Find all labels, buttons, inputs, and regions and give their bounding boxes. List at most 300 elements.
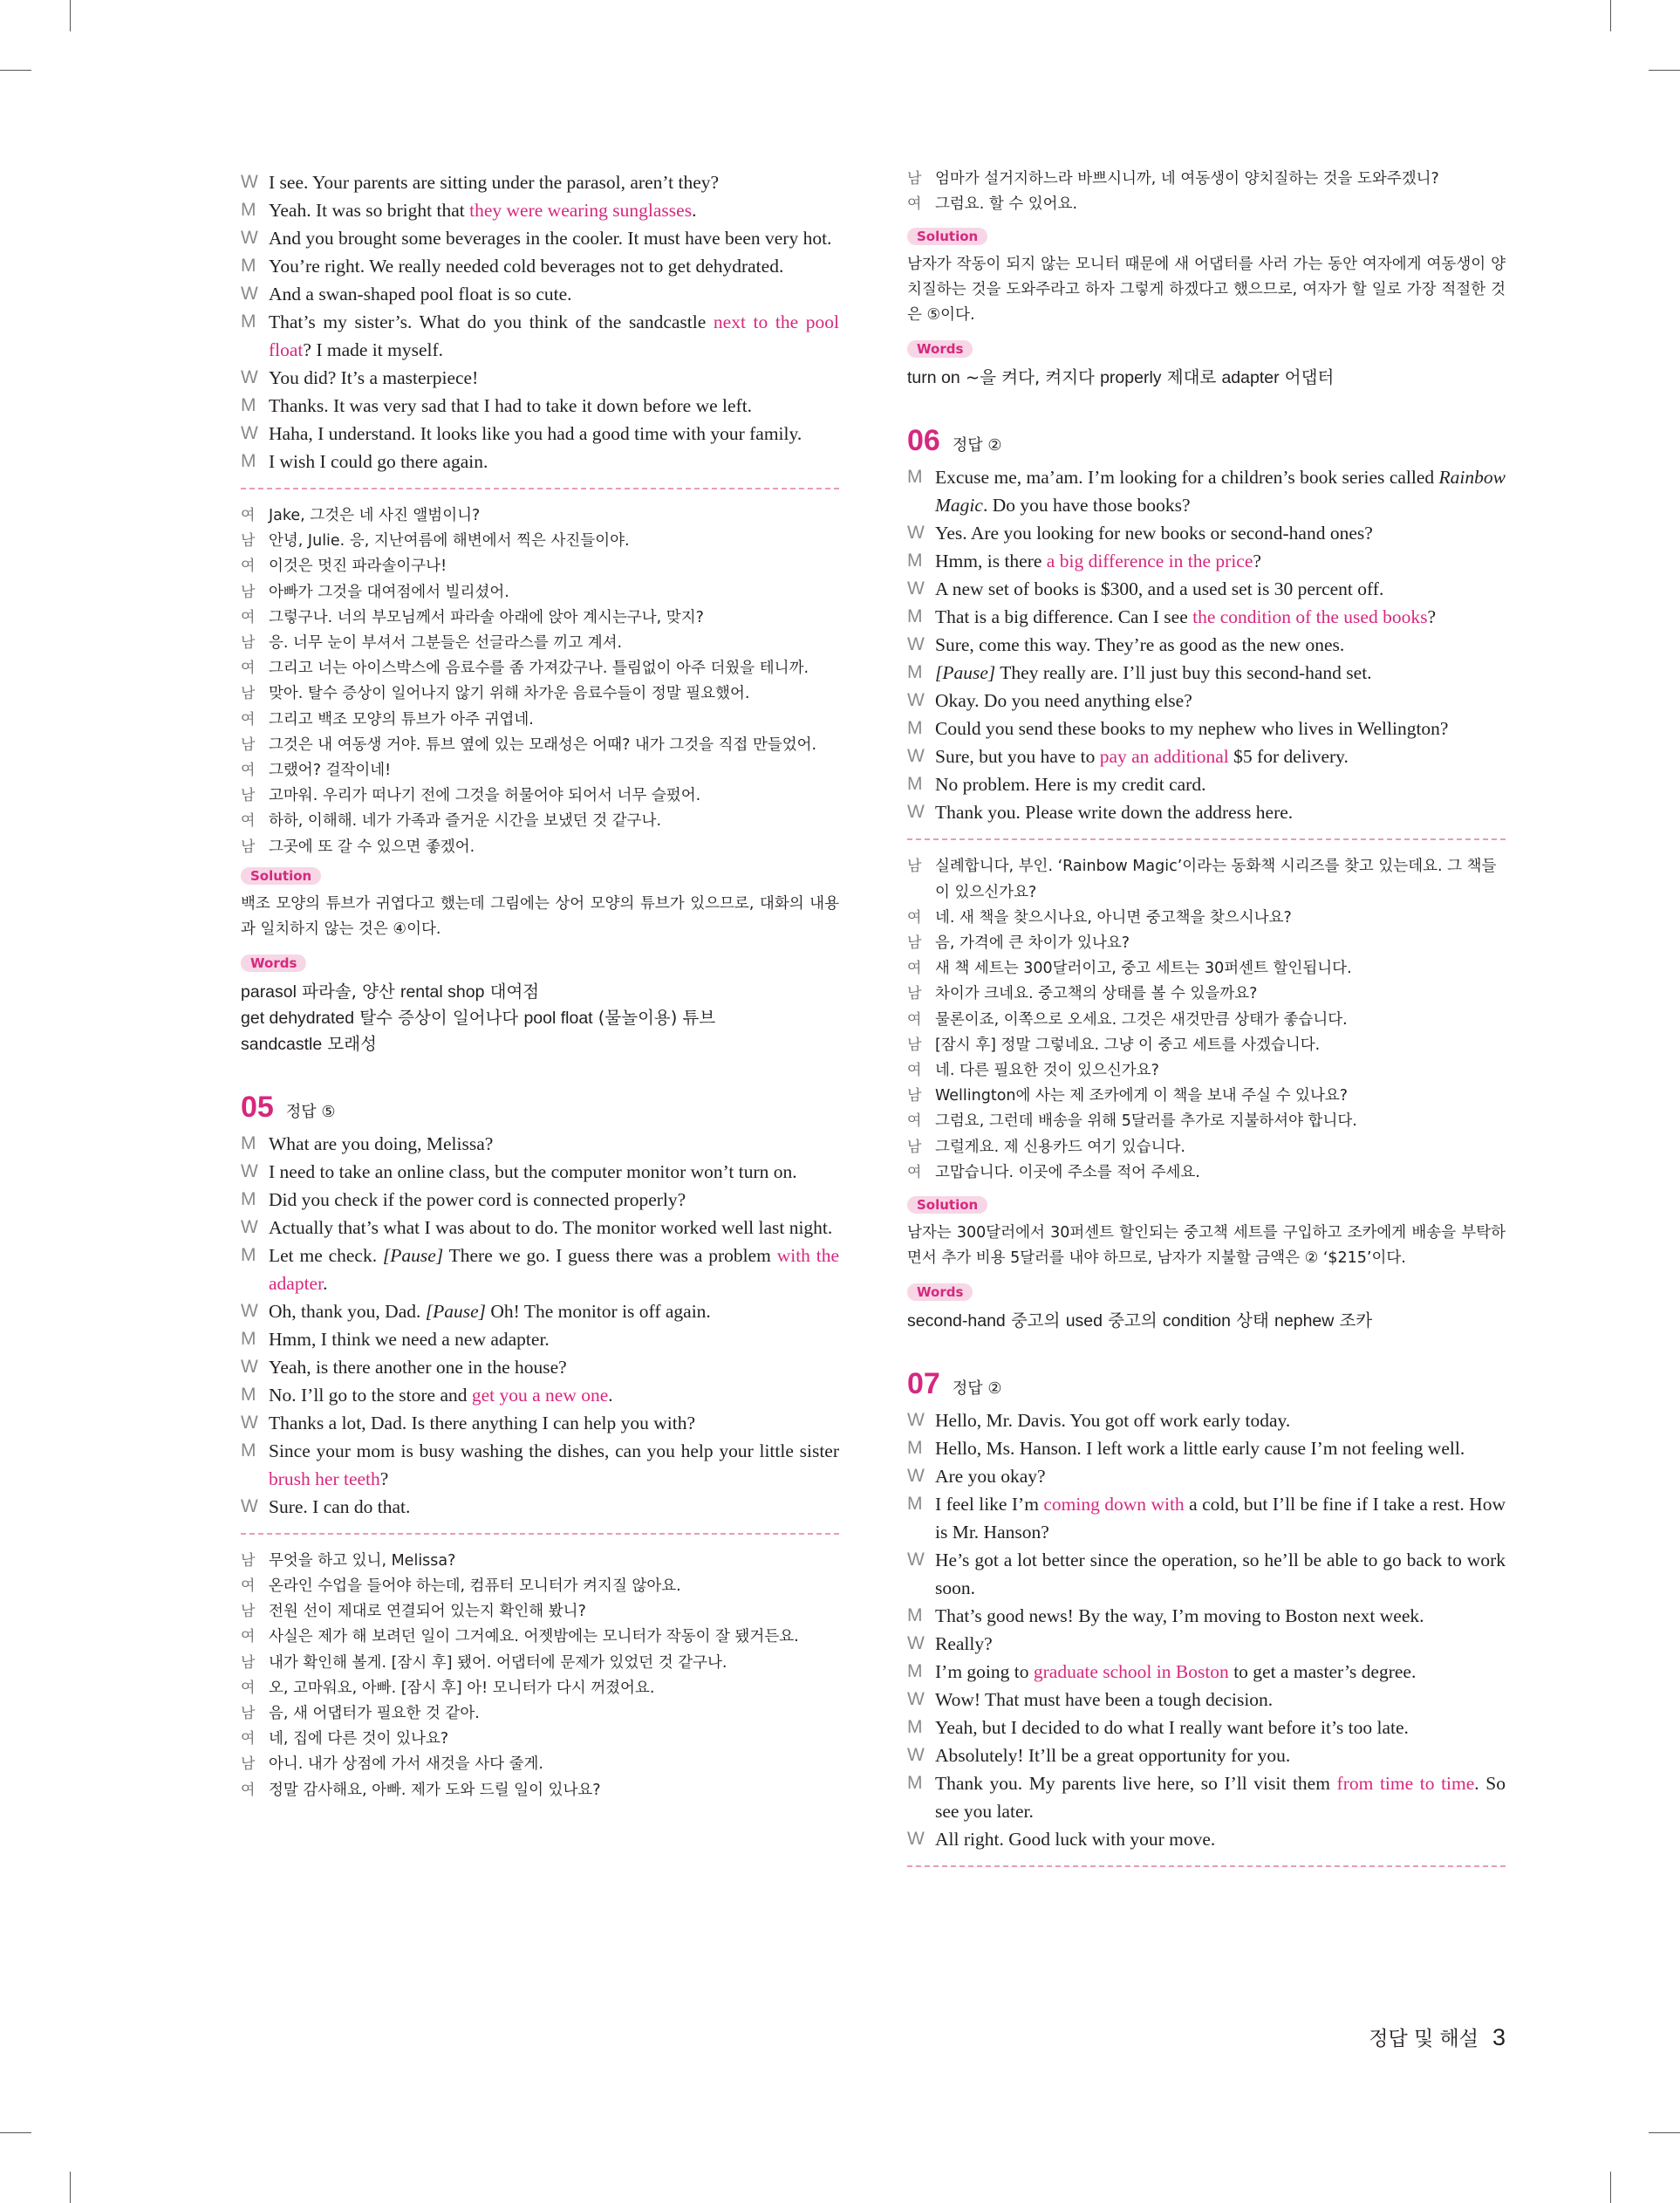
text-segment: That’s my sister’s. What do you think of the sandcastle <box>269 311 714 332</box>
text-segment: Hmm, is there <box>935 551 1047 572</box>
translation-text: 그곳에 또 갈 수 있으면 좋겠어. <box>269 838 475 856</box>
text-segment: Sure. I can do that. <box>269 1495 411 1517</box>
dialog-line <box>241 1353 839 1381</box>
vocab-meaning: 대여점 <box>484 981 540 1002</box>
answer-label: 정답 ⑤ <box>285 1102 336 1121</box>
text-segment: I wish I could go there again. <box>269 451 488 472</box>
answer-label: 정답 ② <box>952 1379 1002 1399</box>
translation-line <box>241 529 839 554</box>
speaker-label: W <box>907 746 925 767</box>
speaker-label: M <box>907 1661 923 1682</box>
translation-text: 그랬어? 걸작이네! <box>269 762 392 780</box>
highlighted-phrase: get you a new one <box>471 1384 609 1406</box>
translation-line <box>241 835 839 860</box>
speaker-label: W <box>907 578 925 599</box>
text-segment: Sure, come this way. They’re as good as the new ones. <box>935 634 1345 656</box>
speaker-label: W <box>907 1550 925 1570</box>
section-number: 07 <box>907 1367 940 1401</box>
translation-text: Jake, 그것은 네 사진 앨범이니? <box>269 507 481 524</box>
translation-line <box>907 956 1506 982</box>
vocab-meaning: 제대로 <box>1161 367 1222 388</box>
text-segment: Yes. Are you looking for new books or second-hand ones? <box>935 523 1373 544</box>
speaker-label: W <box>241 1495 258 1516</box>
speaker-label: 남 <box>907 170 922 188</box>
text-segment: He’s got a lot better since the operation, so he’ll be able to go back to work soon. <box>935 1550 1506 1599</box>
translation-line <box>241 1651 839 1676</box>
translation-line <box>241 631 839 656</box>
dialog-text <box>935 575 1506 603</box>
dialog-line <box>907 1658 1506 1686</box>
dialog-line <box>907 463 1506 519</box>
dialog-line <box>241 1130 839 1158</box>
vocab-word: properly <box>1100 368 1162 388</box>
text-segment: Hello, Mr. Davis. You got off work early today. <box>935 1410 1291 1432</box>
text-segment: What are you doing, Melissa? <box>269 1132 494 1154</box>
text-segment: They really are. I’ll just buy this second-hand set. <box>995 662 1372 684</box>
speaker-label: 남 <box>907 1138 922 1156</box>
section-05-header <box>241 1091 839 1125</box>
dialog-line <box>241 280 839 308</box>
speaker-label: 남 <box>241 685 256 703</box>
dialog-text <box>935 1769 1506 1825</box>
speaker-label: W <box>907 802 925 823</box>
speaker-label: 여 <box>241 608 256 626</box>
vocab-word: get dehydrated <box>241 1008 355 1028</box>
dialog-text <box>269 1242 839 1297</box>
speaker-label: 여 <box>907 908 922 927</box>
highlighted-phrase: graduate school in Boston <box>1033 1661 1229 1683</box>
dialog-line <box>907 547 1506 575</box>
text-segment: ? <box>1253 551 1261 572</box>
speaker-label: 남 <box>241 1755 256 1774</box>
text-segment: Since your mom is busy washing the dishes, can you help your little sister <box>269 1440 839 1461</box>
translation-text: 그럼요, 그런데 배송을 위해 5달러를 추가로 지불하셔야 합니다. <box>935 1112 1357 1131</box>
text-segment: Thank you. My parents live here, so I’ll visit them <box>935 1773 1337 1795</box>
translation-line <box>241 1549 839 1574</box>
speaker-label: W <box>241 423 258 443</box>
crop-mark <box>70 2172 71 2203</box>
speaker-label: M <box>241 311 256 332</box>
translation-line <box>907 1058 1506 1084</box>
text-segment: ? <box>379 1468 389 1489</box>
dialog-text <box>269 308 839 364</box>
translation-text: 맞아. 탈수 증상이 일어나지 않기 위해 차가운 음료수들이 정말 필요했어. <box>269 685 750 703</box>
text-segment: Haha, I understand. It looks like you had a good time with your family. <box>269 423 802 444</box>
text-segment: ? I made it myself. <box>303 339 444 360</box>
words-06 <box>907 1308 1506 1334</box>
solution-04-text: 백조 모양의 튜브가 귀엽다고 했는데 그림에는 상어 모양의 튜브가 있으므로, 대화의 내용과 일치하지 않는 것은 ④이다. <box>241 894 839 938</box>
translation-line <box>241 1625 839 1650</box>
vocab-word: second-hand <box>907 1311 1006 1331</box>
solution-06-text: 남자는 300달러에서 30퍼센트 할인되는 중고책 세트를 구입하고 조카에게 배송을 부탁하면서 추가 비용 5달러를 내야 하므로, 남자가 지불할 금액은 ② ‘$215’이다. <box>907 1224 1506 1268</box>
speaker-label: 여 <box>241 710 256 729</box>
highlighted-phrase: pay an additional <box>1099 746 1229 768</box>
text-segment: $5 for delivery. <box>1228 746 1349 768</box>
dialog-line <box>907 1406 1506 1434</box>
text-segment: Actually that’s what I was about to do. The monitor worked well last night. <box>269 1216 833 1238</box>
right-column <box>907 167 1506 1881</box>
dialog-05-korean <box>241 1549 839 1803</box>
text-segment: Absolutely! It’ll be a great opportunity for you. <box>935 1745 1291 1767</box>
text-segment: And you brought some beverages in the cooler. It must have been very hot. <box>269 228 832 249</box>
speaker-label: M <box>241 1440 256 1461</box>
speaker-label: 남 <box>241 787 256 805</box>
dialog-text <box>269 280 839 308</box>
speaker-label: 여 <box>907 960 922 978</box>
translation-text: 그렇구나. 너의 부모님께서 파라솔 아래에 앉아 계시는구나, 맞지? <box>269 608 704 626</box>
speaker-label: M <box>241 1384 256 1405</box>
speaker-label: 여 <box>241 1679 256 1697</box>
speaker-label: 남 <box>907 1036 922 1054</box>
dialog-text <box>935 742 1506 770</box>
dialog-text <box>269 1297 839 1325</box>
dialog-line <box>907 798 1506 826</box>
text-segment: Rainbow Magic <box>935 467 1506 517</box>
answer-label: 정답 ② <box>952 436 1002 455</box>
translation-text: 물론이죠, 이쪽으로 오세요. 그것은 새것만큼 상태가 좋습니다. <box>935 1010 1348 1029</box>
speaker-label: M <box>907 1773 923 1794</box>
dialog-text <box>269 364 839 392</box>
dialog-text <box>269 1409 839 1437</box>
crop-mark <box>1610 0 1611 31</box>
highlighted-phrase: with the adapter <box>269 1244 840 1294</box>
speaker-label: 여 <box>241 812 256 831</box>
highlighted-phrase: coming down with <box>1043 1494 1185 1515</box>
dialog-line <box>241 420 839 448</box>
translation-text: 온라인 수업을 들어야 하는데, 컴퓨터 모니터가 켜지질 않아요. <box>269 1577 681 1596</box>
text-segment: Thanks. It was very sad that I had to take it down before we left. <box>269 395 753 416</box>
text-segment: a cold, but I’ll be fine if I take a rest. How is Mr. Hanson? <box>935 1494 1506 1543</box>
section-07-header <box>907 1367 1506 1401</box>
translation-line <box>907 1109 1506 1134</box>
dialog-line <box>907 1741 1506 1769</box>
text-segment: A new set of books is $300, and a used set is 30 percent off. <box>935 578 1384 600</box>
text-segment: That is a big difference. Can I see <box>935 606 1193 628</box>
text-segment: All right. Good luck with your move. <box>935 1829 1216 1851</box>
translation-line <box>907 167 1506 192</box>
speaker-label: 여 <box>241 762 256 780</box>
dialog-text <box>269 224 839 252</box>
text-segment: I need to take an online class, but the computer monitor won’t turn on. <box>269 1160 797 1182</box>
vocab-word: parasol <box>241 982 297 1002</box>
speaker-label: 여 <box>907 1112 922 1131</box>
dialog-text <box>269 420 839 448</box>
speaker-label: M <box>907 718 923 739</box>
speaker-label: M <box>241 256 256 276</box>
dialog-line <box>907 519 1506 547</box>
dialog-text <box>269 1325 839 1353</box>
speaker-label: 여 <box>241 1730 256 1748</box>
crop-mark <box>1649 70 1680 71</box>
text-segment: I’m going to <box>935 1661 1034 1683</box>
translation-line <box>241 733 839 758</box>
dialog-text <box>935 519 1506 547</box>
vocab-meaning: 상태 <box>1230 1310 1275 1331</box>
dialog-line <box>241 448 839 475</box>
text-segment: Yeah, is there another one in the house? <box>269 1356 567 1378</box>
dialog-line <box>241 1158 839 1186</box>
page-number: 3 <box>1492 2024 1506 2050</box>
dialog-line <box>241 1493 839 1521</box>
dialog-text <box>935 1825 1506 1853</box>
dialog-04-english <box>241 168 839 475</box>
dialog-05-korean-continued <box>907 167 1506 217</box>
vocab-word: adapter <box>1221 368 1280 388</box>
translation-line <box>241 708 839 733</box>
vocab-meaning: 중고의 <box>1102 1310 1163 1331</box>
translation-text: 안녕, Julie. 응, 지난여름에 해변에서 찍은 사진들이야. <box>269 532 630 551</box>
translation-line <box>241 809 839 834</box>
translation-line <box>241 1752 839 1777</box>
speaker-label: W <box>907 690 925 711</box>
dialog-text <box>935 798 1506 826</box>
translation-line <box>907 1008 1506 1033</box>
translation-text: 하하, 이해해. 네가 가족과 즐거운 시간을 보냈던 것 같구나. <box>269 812 662 831</box>
dialog-line <box>241 392 839 420</box>
text-segment: [Pause] <box>935 662 996 684</box>
translation-line <box>241 656 839 681</box>
speaker-label: M <box>241 200 256 220</box>
dialog-text <box>269 1186 839 1214</box>
translation-line <box>907 1160 1506 1186</box>
vocab-meaning: 중고의 <box>1005 1310 1066 1331</box>
section-number: 05 <box>241 1090 274 1124</box>
dialog-line <box>241 364 839 392</box>
speaker-label: 여 <box>907 1062 922 1080</box>
dialog-line <box>907 742 1506 770</box>
translation-line <box>241 554 839 579</box>
dialog-text <box>935 1406 1506 1434</box>
translation-line <box>241 1676 839 1701</box>
speaker-label: M <box>907 662 923 683</box>
dialog-text <box>935 770 1506 798</box>
dashed-divider <box>907 838 1506 840</box>
vocab-line <box>907 365 1506 391</box>
translation-line <box>907 854 1506 905</box>
speaker-label: W <box>907 1829 925 1850</box>
dashed-divider <box>907 1865 1506 1867</box>
dialog-line <box>241 1186 839 1214</box>
dialog-text <box>269 252 839 280</box>
speaker-label: 여 <box>907 1010 922 1029</box>
text-segment: Sure, but you have to <box>935 746 1100 768</box>
solution-tag: Solution <box>907 1196 987 1214</box>
dialog-text <box>935 659 1506 687</box>
dialog-line <box>241 252 839 280</box>
text-segment: And a swan-shaped pool float is so cute. <box>269 284 572 304</box>
dialog-07-english <box>907 1406 1506 1853</box>
translation-line <box>907 1135 1506 1160</box>
dialog-05-english <box>241 1130 839 1521</box>
dialog-text <box>269 1381 839 1409</box>
text-segment: Oh, thank you, Dad. <box>269 1300 426 1322</box>
highlighted-phrase: from time to time <box>1336 1773 1475 1795</box>
vocab-line <box>907 1308 1506 1334</box>
footer-label: 정답 및 해설 <box>1369 2028 1479 2050</box>
text-segment: No problem. Here is my credit card. <box>935 774 1206 796</box>
dialog-text <box>269 448 839 475</box>
speaker-label: 남 <box>241 634 256 653</box>
text-segment: . <box>608 1384 613 1406</box>
dialog-line <box>907 631 1506 659</box>
translation-text: 응. 너무 눈이 부셔서 그분들은 선글라스를 끼고 계셔. <box>269 634 623 653</box>
speaker-label: W <box>241 1216 258 1237</box>
crop-mark <box>0 70 31 71</box>
highlighted-phrase: the condition of the used books <box>1192 606 1428 628</box>
highlighted-phrase: they were wearing sunglasses <box>469 200 693 221</box>
dialog-text <box>935 1602 1506 1630</box>
dialog-text <box>935 1741 1506 1769</box>
text-segment: Really? <box>935 1633 993 1655</box>
dialog-line <box>907 1769 1506 1825</box>
dialog-line <box>907 659 1506 687</box>
translation-line <box>241 681 839 707</box>
text-segment: . Do you have those books? <box>982 495 1191 517</box>
text-segment: You’re right. We really needed cold beverages not to get dehydrated. <box>269 256 784 277</box>
translation-line <box>907 931 1506 956</box>
dialog-text <box>935 547 1506 575</box>
speaker-label: M <box>241 1328 256 1349</box>
dialog-text <box>935 1686 1506 1714</box>
speaker-label: 남 <box>241 1653 256 1672</box>
solution-tag: Solution <box>907 228 987 245</box>
vocab-word: used <box>1065 1311 1103 1331</box>
text-segment: Oh! The monitor is off again. <box>486 1300 711 1322</box>
section-number: 06 <box>907 424 940 458</box>
dialog-line <box>241 308 839 364</box>
translation-text: 엄마가 설거지하느라 바쁘시니까, 네 여동생이 양치질하는 것을 도와주겠니? <box>935 170 1439 188</box>
vocab-word: condition <box>1162 1311 1231 1331</box>
dialog-text <box>269 1437 839 1493</box>
translation-line <box>241 580 839 605</box>
speaker-label: 남 <box>241 583 256 601</box>
speaker-label: W <box>241 1356 258 1377</box>
speaker-label: W <box>907 1466 925 1487</box>
dialog-line <box>241 1325 839 1353</box>
text-segment: . <box>692 200 697 221</box>
speaker-label: 남 <box>907 934 922 953</box>
translation-text: 네. 다른 필요한 것이 있으신가요? <box>935 1062 1159 1080</box>
speaker-label: 여 <box>241 1628 256 1646</box>
translation-line <box>241 1701 839 1727</box>
text-segment: Thanks a lot, Dad. Is there anything I can help you with? <box>269 1412 695 1433</box>
text-segment: Could you send these books to my nephew who lives in Wellington? <box>935 718 1449 740</box>
dialog-line <box>907 1434 1506 1462</box>
speaker-label: M <box>907 1605 923 1626</box>
speaker-label: M <box>907 467 923 488</box>
translation-line <box>241 605 839 631</box>
dialog-text <box>935 1658 1506 1686</box>
words-tag: Words <box>907 1283 973 1301</box>
page-footer <box>1369 2022 1506 2051</box>
dialog-text <box>269 1493 839 1521</box>
text-segment: Yeah, but I decided to do what I really want before it’s too late. <box>935 1717 1409 1739</box>
speaker-label: M <box>241 1132 256 1153</box>
vocab-meaning: 어댑터 <box>1279 367 1335 388</box>
speaker-label: 남 <box>907 858 922 876</box>
dashed-divider <box>241 1533 839 1535</box>
translation-text: 네, 집에 다른 것이 있나요? <box>269 1730 449 1748</box>
translation-line <box>907 192 1506 217</box>
dialog-text <box>269 1353 839 1381</box>
dialog-06-korean <box>907 854 1506 1186</box>
speaker-label: W <box>241 367 258 387</box>
dialog-text <box>935 463 1506 519</box>
dialog-line <box>907 687 1506 715</box>
dialog-line <box>241 1214 839 1242</box>
vocab-word: nephew <box>1274 1311 1335 1331</box>
vocab-line <box>241 1031 839 1057</box>
text-segment: Excuse me, ma’am. I’m looking for a children’s book series called <box>935 467 1439 489</box>
speaker-label: W <box>907 1689 925 1710</box>
speaker-label: W <box>241 284 258 304</box>
vocab-meaning: 파라솔, 양산 <box>296 981 400 1002</box>
vocab-line <box>241 979 839 1005</box>
speaker-label: M <box>907 1494 923 1515</box>
translation-text: 이것은 멋진 파라솔이구나! <box>269 558 447 576</box>
translation-text: 음, 새 어댑터가 필요한 것 같아. <box>269 1705 480 1723</box>
speaker-label: 남 <box>241 735 256 754</box>
translation-line <box>907 1033 1506 1058</box>
dialog-text <box>935 631 1506 659</box>
translation-text: 아빠가 그것을 대여점에서 빌리셨어. <box>269 583 509 601</box>
translation-text: 무엇을 하고 있니, Melissa? <box>269 1551 456 1570</box>
dialog-text <box>269 168 839 196</box>
text-segment: I feel like I’m <box>935 1494 1044 1515</box>
speaker-label: 남 <box>907 985 922 1003</box>
vocab-meaning: (물놀이용) 튜브 <box>592 1007 716 1028</box>
speaker-label: 여 <box>907 195 922 214</box>
text-segment: Thank you. Please write down the address here. <box>935 802 1294 824</box>
dialog-text <box>935 715 1506 742</box>
vocab-word: turn on <box>907 368 960 388</box>
translation-text: 새 책 세트는 300달러이고, 중고 세트는 30퍼센트 할인됩니다. <box>935 960 1352 978</box>
speaker-label: 여 <box>241 558 256 576</box>
translation-text: 그럼요. 할 수 있어요. <box>935 195 1078 214</box>
dialog-line <box>907 715 1506 742</box>
speaker-label: M <box>907 774 923 795</box>
dialog-text <box>935 687 1506 715</box>
dialog-line <box>241 1437 839 1493</box>
words-tag: Words <box>241 954 306 972</box>
translation-text: 실례합니다, 부인. ‘Rainbow Magic’이라는 동화책 시리즈를 찾고 있는데요. 그 책들이 있으신가요? <box>935 858 1497 901</box>
speaker-label: M <box>241 1244 256 1265</box>
translation-text: 그럴게요. 제 신용카드 여기 있습니다. <box>935 1138 1185 1156</box>
translation-text: 아니. 내가 상점에 가서 새것을 사다 줄게. <box>269 1755 543 1774</box>
vocab-meaning: ~을 켜다, 켜지다 <box>960 367 1101 388</box>
speaker-label: 여 <box>241 1781 256 1799</box>
speaker-label: M <box>907 551 923 571</box>
translation-line <box>241 503 839 529</box>
words-04 <box>241 979 839 1057</box>
dialog-text <box>935 603 1506 631</box>
text-segment: Are you okay? <box>935 1466 1046 1488</box>
translation-text: 내가 확인해 볼게. [잠시 후] 됐어. 어댑터에 문제가 있었던 것 같구나. <box>269 1653 727 1672</box>
dialog-line <box>241 1242 839 1297</box>
crop-mark <box>1649 2132 1680 2133</box>
text-segment: Hmm, I think we need a new adapter. <box>269 1328 550 1350</box>
dialog-06-english <box>907 463 1506 826</box>
highlighted-phrase: next to the pool float <box>269 311 839 360</box>
text-segment: Hello, Ms. Hanson. I left work a little early cause I’m not feeling well. <box>935 1438 1465 1460</box>
dialog-text <box>935 1434 1506 1462</box>
dialog-line <box>907 1546 1506 1602</box>
translation-text: 그리고 너는 아이스박스에 음료수를 좀 가져갔구나. 틀림없이 아주 더웠을 테니까. <box>269 660 809 678</box>
speaker-label: M <box>907 1438 923 1459</box>
speaker-label: 여 <box>241 660 256 678</box>
speaker-label: W <box>241 1412 258 1433</box>
dialog-text <box>935 1490 1506 1546</box>
